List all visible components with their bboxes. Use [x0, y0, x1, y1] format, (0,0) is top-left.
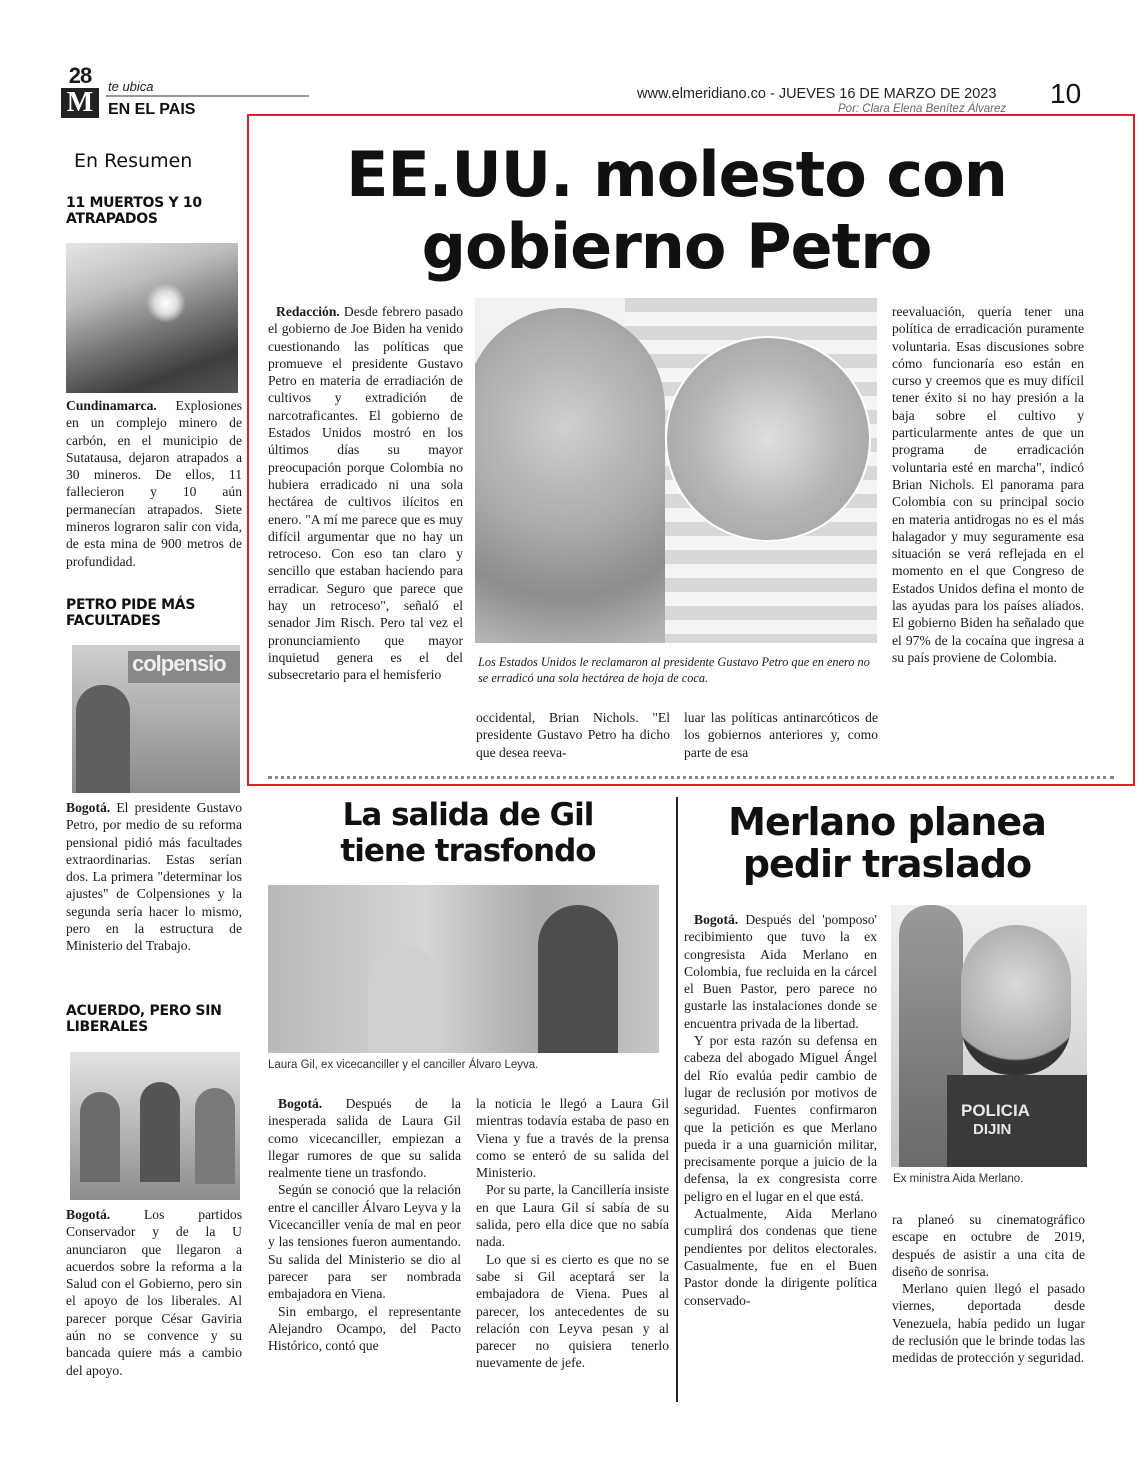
- sidebar-text-2: [66, 799, 242, 955]
- sidebar-text-3: [66, 1206, 242, 1379]
- vest-text-1: POLICIA: [961, 1101, 1030, 1120]
- sidebar-heading-3: ACUERDO, PERO SIN LIBERALES: [66, 1003, 222, 1035]
- gil-headline-line1: La salida de Gil: [342, 797, 594, 833]
- sidebar-body-3: Los partidos Conservador y de la U anunciaron que llegaron a acuerdos sobre la reforma a la Salud con el Gobierno, pero sin el apoyo de los liberales. Al parecer porque César Gaviria aún no se convence y su bancada quiere más a cambio del apoyo.: [66, 1207, 242, 1378]
- main-headline-line1: EE.UU. molesto con: [346, 138, 1007, 211]
- main-photo-caption: Los Estados Unidos le reclamaron al presidente Gustavo Petro que en enero no se erradicó una sola hectárea de hoja de coca.: [478, 655, 870, 685]
- gil-lead: Bogotá.: [278, 1096, 323, 1111]
- logo-number: 28: [68, 63, 92, 88]
- merlano-col1-p3: Actualmente, Aida Merlano cumplirá dos condenas que tiene pendientes por delitos electorales. Casualmente, fue en el Buen Pastor donde la dirigente política conservado-: [684, 1206, 877, 1308]
- merlano-col2-p1: ra planeó su cinematográfico escape en octubre de 2019, después de asistir a una cita de diseño de sonrisa.: [892, 1212, 1085, 1279]
- merlano-col1-p1: Después del 'pomposo' recibimiento que tuvo la ex congresista Aida Merlano en Colombia, fue recluida en la cárcel el Buen Pastor, pero parece no gustarle las instalaciones donde se encuentra privada de la libertad.: [684, 912, 877, 1031]
- section-tagline: te ubica: [108, 79, 154, 94]
- merlano-headline-line2: pedir traslado: [742, 842, 1032, 886]
- sidebar-lead-2: Bogotá.: [66, 800, 111, 815]
- column-divider: [676, 797, 678, 1402]
- merlano-lead: Bogotá.: [694, 912, 739, 927]
- main-lead: Redacción.: [276, 304, 340, 319]
- gil-leyva-photo: [268, 885, 659, 1053]
- sidebar-text-1: [66, 397, 242, 570]
- gil-col2-p2: Por su parte, la Cancillería insiste en que Laura Gil sí sabía de su salida, pero ella dice que no sabía nada.: [476, 1182, 669, 1250]
- byline: Por: Clara Elena Benítez Álvarez: [838, 103, 1007, 115]
- merlano-col2: [892, 1211, 1085, 1367]
- merlano-col1: [684, 911, 877, 1309]
- gil-col2-p3: Lo que si es cierto es que no se sabe si Gil aceptará ser la embajadora de Viena. Pues al parecer, los antecedentes de su relación con Leyva pesan y al parecer no quisiera tenerlo nuevamente de jefe.: [476, 1251, 669, 1371]
- page-number: 10: [1050, 78, 1082, 109]
- sidebar-heading-1: 11 MUERTOS Y 10 ATRAPADOS: [66, 195, 202, 227]
- meeting-photo: [70, 1052, 240, 1200]
- gil-col1-p2: Según se conoció que la relación entre el canciller Álvaro Leyva y la Vicecanciller venía de mal en peor y las tensiones fueron aumentando. Su salida del Ministerio se dio al parecer para ser nombrada embajadora en Viena.: [268, 1182, 461, 1302]
- gil-photo-caption: Laura Gil, ex vicecanciller y el canciller Álvaro Leyva.: [268, 1059, 539, 1071]
- main-col1: [268, 303, 463, 684]
- merlano-headline-line1: Merlano planea: [728, 800, 1046, 844]
- main-col4: reevaluación, quería tener una política de erradicación puramente voluntaria. Esas discusiones sobre cómo funcionaría eso están en curso y creemos que es muy difícil tener éxito si no hay presión a la baja sobre el cultivo y particularmente antes de que un programa de erradicación voluntaria esté en marcha", indicó Brian Nichols. El panorama para Colombia con su principal socio en materia antidrogas no es el más halagador y muy seguramente esa situación se verá reflejada en el momento en el que Congreso de Estados Unidos defina el monto de las ayudas para los países aliados. El gobierno Biden ha señalado que el 97% de la cocaína que ingresa a su país proviene de Colombia.: [892, 304, 1084, 665]
- merlano-col1-p2: Y por esta razón su defensa en cabeza del abogado Miguel Ángel del Río evalúa pedir cambio de lugar de reclusión por motivos de seguridad. Fuentes confirmaron que la petición es que Merlano pueda ir a una guarnición militar, precisamente porque a juicio de la defensa, la ex congresista corre peligro en el lugar en el que está.: [684, 1033, 877, 1204]
- logo-letter: M: [61, 88, 99, 118]
- vest-text-2: DIJIN: [973, 1121, 1012, 1138]
- mine-photo: [66, 243, 238, 393]
- gil-col1: [268, 1095, 461, 1354]
- merlano-col2-p2: Merlano quien llegó el pasado viernes, deportada desde Venezuela, había pedido un lugar de reclusión que le brinde todas las medidas de protección y seguridad.: [892, 1281, 1085, 1366]
- petro-colpensiones-photo: [72, 645, 240, 793]
- sidebar-body-2: El presidente Gustavo Petro, por medio de su reforma pensional pidió más facultades extraordinarias. Estas serían dos. La primera "determinar los ajustes" de Colpensiones y la segunda sería hacer lo mismo, pero en la estructura de Ministerio del Trabajo.: [66, 800, 242, 954]
- site-date: www.elmeridiano.co - JUEVES 16 DE MARZO DE 2023: [637, 86, 997, 102]
- petro-photo: [475, 298, 877, 643]
- gil-col1-p3: Sin embargo, el representante Alejandro Ocampo, del Pacto Histórico, contó que: [268, 1303, 461, 1354]
- sidebar-lead-3: Bogotá.: [66, 1207, 111, 1222]
- main-col3: luar las políticas antinarcóticos de los gobiernos anteriores y, como parte de esa: [684, 710, 878, 760]
- sidebar-heading-2: PETRO PIDE MÁS FACULTADES: [66, 597, 196, 629]
- gil-col2: [476, 1095, 669, 1372]
- gil-col1-p1: Después de la inesperada salida de Laura Gil como vicecanciller, empiezan a llegar rumores de que su salida realmente tiene un trasfondo.: [268, 1096, 461, 1181]
- main-bottom-rule: [268, 776, 1114, 779]
- main-col1-text: Desde febrero pasado el gobierno de Joe Biden ha venido cuestionando las políticas que promueve el presidente Gustavo Petro en materia de erradiación de cultivos y extradición de narcotraficantes. El gobierno de Estados Unidos mostró en los últimos días su mayor preocupación porque Colombia no hubiera erradicado ni una sola hectárea de cultivos ilícitos en enero. "A mí me parece que es muy difícil argumentar que no hay un retroceso. Con eso tan claro y sencillo que estaban haciendo para erradicar. Seguro que parece que hay un retroceso", señaló el senador Jim Risch. Pero tal vez el pronunciamiento que mayor inquietud genera es el del subsecretario para el hemisferio: [268, 304, 463, 683]
- sidebar-lead-1: Cundinamarca.: [66, 398, 157, 413]
- merlano-photo-caption: Ex ministra Aida Merlano.: [893, 1173, 1024, 1185]
- merlano-photo: [891, 905, 1087, 1167]
- sidebar-title: En Resumen: [74, 150, 193, 172]
- main-headline-line2: gobierno Petro: [421, 210, 932, 283]
- gil-headline-line2: tiene trasfondo: [340, 833, 596, 869]
- section-name: EN EL PAIS: [108, 101, 196, 118]
- gil-col2-p1: la noticia le llegó a Laura Gil mientras todavía estaba de paso en Viena y fue a través de la prensa como se enteró de su salida del Ministerio.: [476, 1096, 669, 1181]
- photo-sign: colpensio: [132, 651, 226, 676]
- logo: [60, 63, 100, 120]
- sidebar-body-1: Explosiones en un complejo minero de carbón, en el municipio de Sutatausa, dejaron atrapados a 30 mineros. De ellos, 11 fallecieron y 10 aún permanecían atrapados. Siete mineros lograron salir con vida, de esta mina de 900 metros de profundidad.: [66, 398, 242, 569]
- main-col2: occidental, Brian Nichols. "El presidente Gustavo Petro ha dicho que desea reeva-: [476, 710, 670, 760]
- header-rule: [106, 95, 309, 97]
